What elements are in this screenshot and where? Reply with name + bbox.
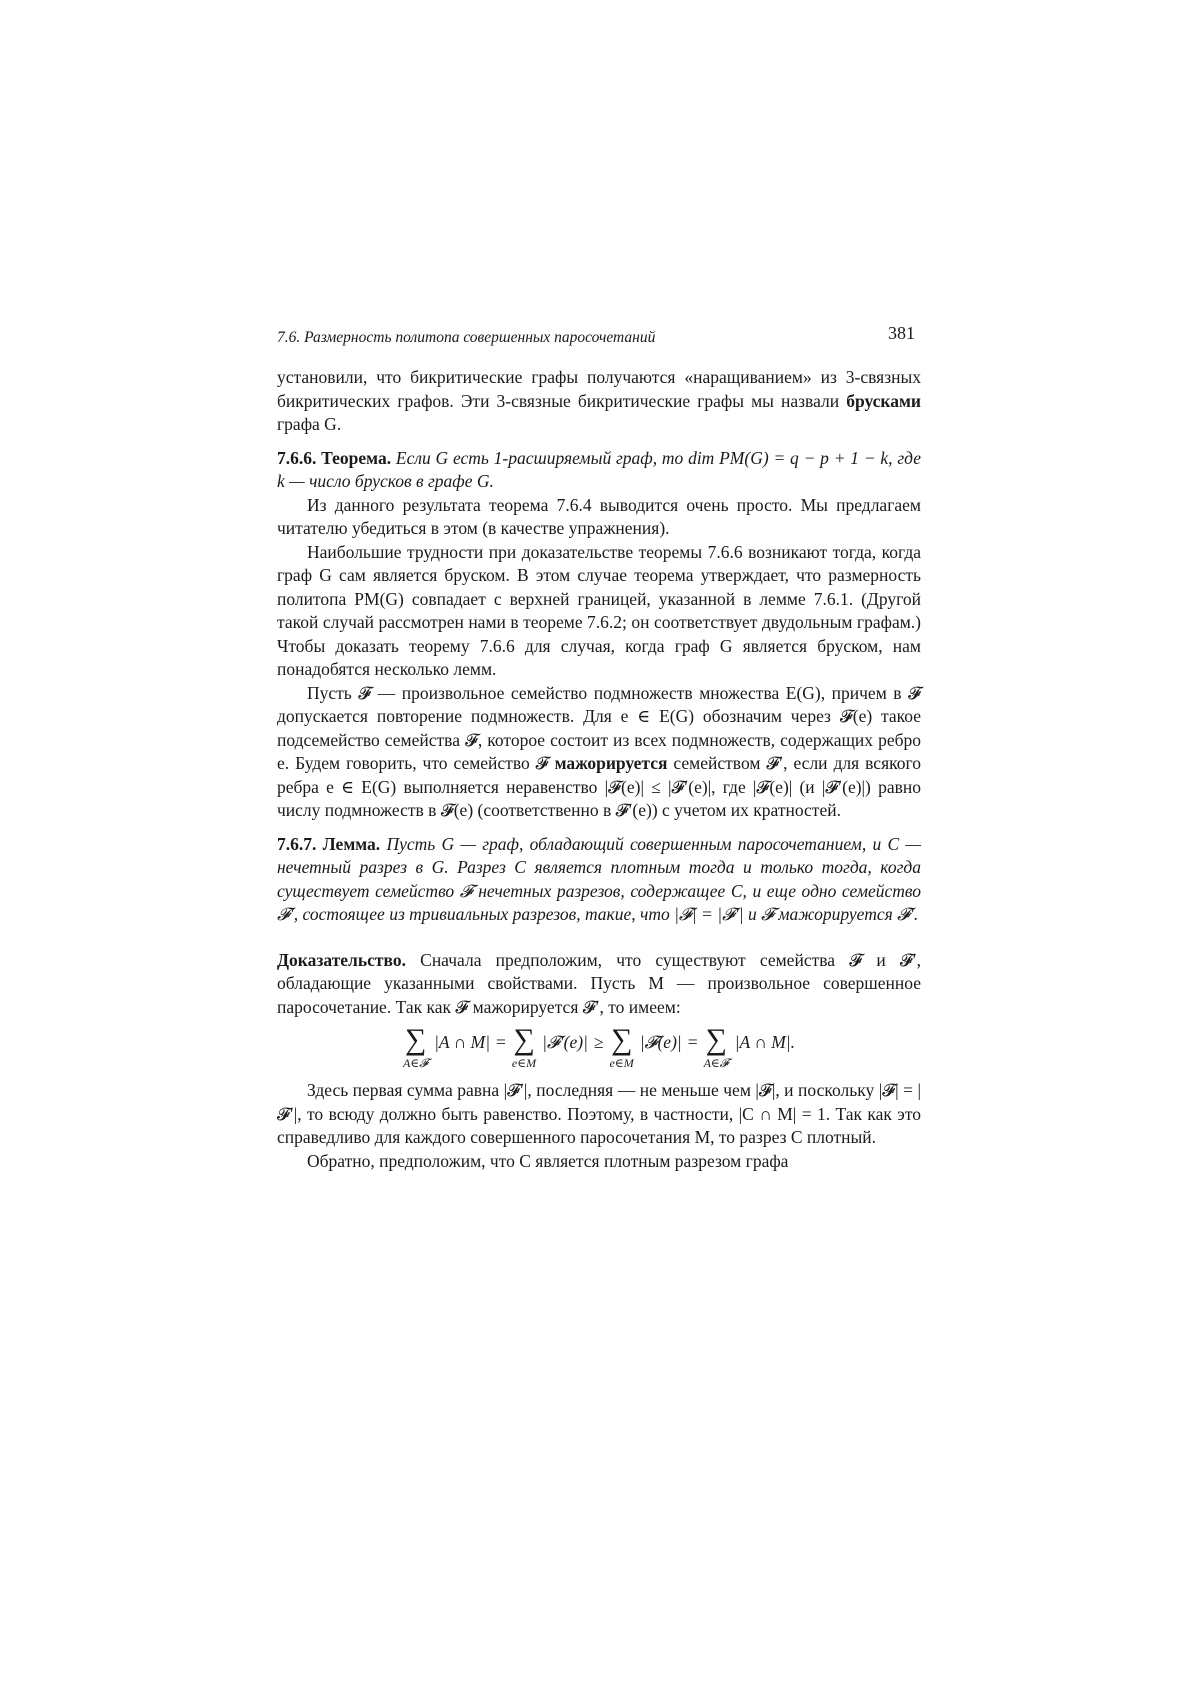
op-3: = [687, 1032, 698, 1052]
lemma-7-6-7 [277, 833, 921, 927]
paragraph-converse: Обратно, предположим, что C является плотным разрезом графа [307, 1150, 789, 1171]
theorem-label: 7.6.6. Теорема. [277, 447, 392, 468]
proof-text: Сначала предположим, что существуют семейства 𝓕 и 𝓕′, обладающие указанными свойствами. Пусть M — произвольное совершенное паросочетание. Так как 𝓕 мажорируется 𝓕′, то имеем: [277, 949, 921, 1017]
running-head-title: 7.6. Размерность политопа совершенных паросочетаний [277, 329, 656, 346]
page [277, 322, 921, 1173]
term-2: |𝓕′(e)| [542, 1032, 588, 1052]
paragraph-family-definition: Пусть 𝓕 — произвольное семейство подмножеств множества E(G), причем в 𝓕 допускается повторение подмножеств. Для e ∈ E(G) обозначим через 𝓕(e) такое подсемейство семейства 𝓕, которое состоит из всех подмножеств, содержащих ребро e. Будем говорить, что семейство 𝓕 мажорируется семейством 𝓕′, если для всякого ребра e ∈ E(G) выполняется неравенство |𝓕(e)| ≤ |𝓕′(e)|, где |𝓕(e)| (и |𝓕′(e)|) равно числу подмножеств в 𝓕(e) (соответственно в 𝓕′(e)) с учетом их кратностей. [277, 682, 921, 820]
term-4: |A ∩ M|. [734, 1032, 796, 1052]
theorem-7-6-6 [277, 447, 921, 494]
op-1: = [496, 1032, 506, 1052]
lemma-statement: Пусть G — граф, обладающий совершенным паросочетанием, и C — нечетный разрез в G. Разрез C является плотным тогда и только тогда, когда существует семейство 𝓕 нечетных разрезов, содержащее C, и еще одно семейство 𝓕′, состоящее из тривиальных разрезов, такие, что |𝓕| = |𝓕′| и 𝓕 мажорируется 𝓕′. [277, 833, 921, 924]
proof-paragraph [277, 949, 921, 1020]
sum-3: ∑ e∈M [609, 1023, 634, 1070]
theorem-statement: Если G есть 1-расширяемый граф, то dim PM(G) = q − p + 1 − k, где k — число брусков в графе G. [277, 447, 922, 491]
paragraph-difficulties: Наибольшие трудности при доказательстве теоремы 7.6.6 возникают тогда, когда граф G сам является бруском. В этом случае теорема утверждает, что размерность политопа PM(G) совпадает с верхней границей, указанной в лемме 7.6.1. (Другой такой случай рассмотрен нами в теореме 7.6.2; он соответствует двудольным графам.) Чтобы доказать теорему 7.6.6 для случая, когда граф G является бруском, нам понадобятся несколько лемм. [277, 541, 921, 679]
sum-4: ∑ A∈𝓕 [703, 1023, 729, 1070]
display-formula [277, 1025, 921, 1069]
paragraph-corollary: Из данного результата теорема 7.6.4 выводится очень просто. Мы предлагаем читателю убедиться в этом (в качестве упражнения). [277, 494, 921, 538]
term-bruski: брусками [846, 390, 921, 411]
proof-label: Доказательство. [277, 949, 406, 970]
running-head [277, 322, 921, 348]
paragraph-equality: Здесь первая сумма равна |𝓕′|, последняя — не меньше чем |𝓕|, и поскольку |𝓕| = |𝓕′|, то всюду должно быть равенство. Поэтому, в частности, |C ∩ M| = 1. Так как это справедливо для каждого совершенного паросочетания M, то разрез C плотный. [277, 1080, 921, 1147]
sum-1: ∑ A∈𝓕 [402, 1023, 429, 1070]
op-2: ≥ [593, 1032, 604, 1052]
sum-2: ∑ e∈M [511, 1023, 537, 1070]
lemma-label: 7.6.7. Лемма. [277, 833, 381, 854]
paragraph-intro: установили, что бикритические графы получаются «наращиванием» из 3-связных бикритических графов. Эти 3-связные бикритические графы мы назвали брусками графа G. [277, 367, 921, 434]
page-number: 381 [888, 323, 915, 343]
term-3: |𝓕(e)| [639, 1032, 682, 1052]
term-1: |A ∩ M| [434, 1032, 491, 1052]
term-majorized: мажорируется [554, 753, 668, 773]
